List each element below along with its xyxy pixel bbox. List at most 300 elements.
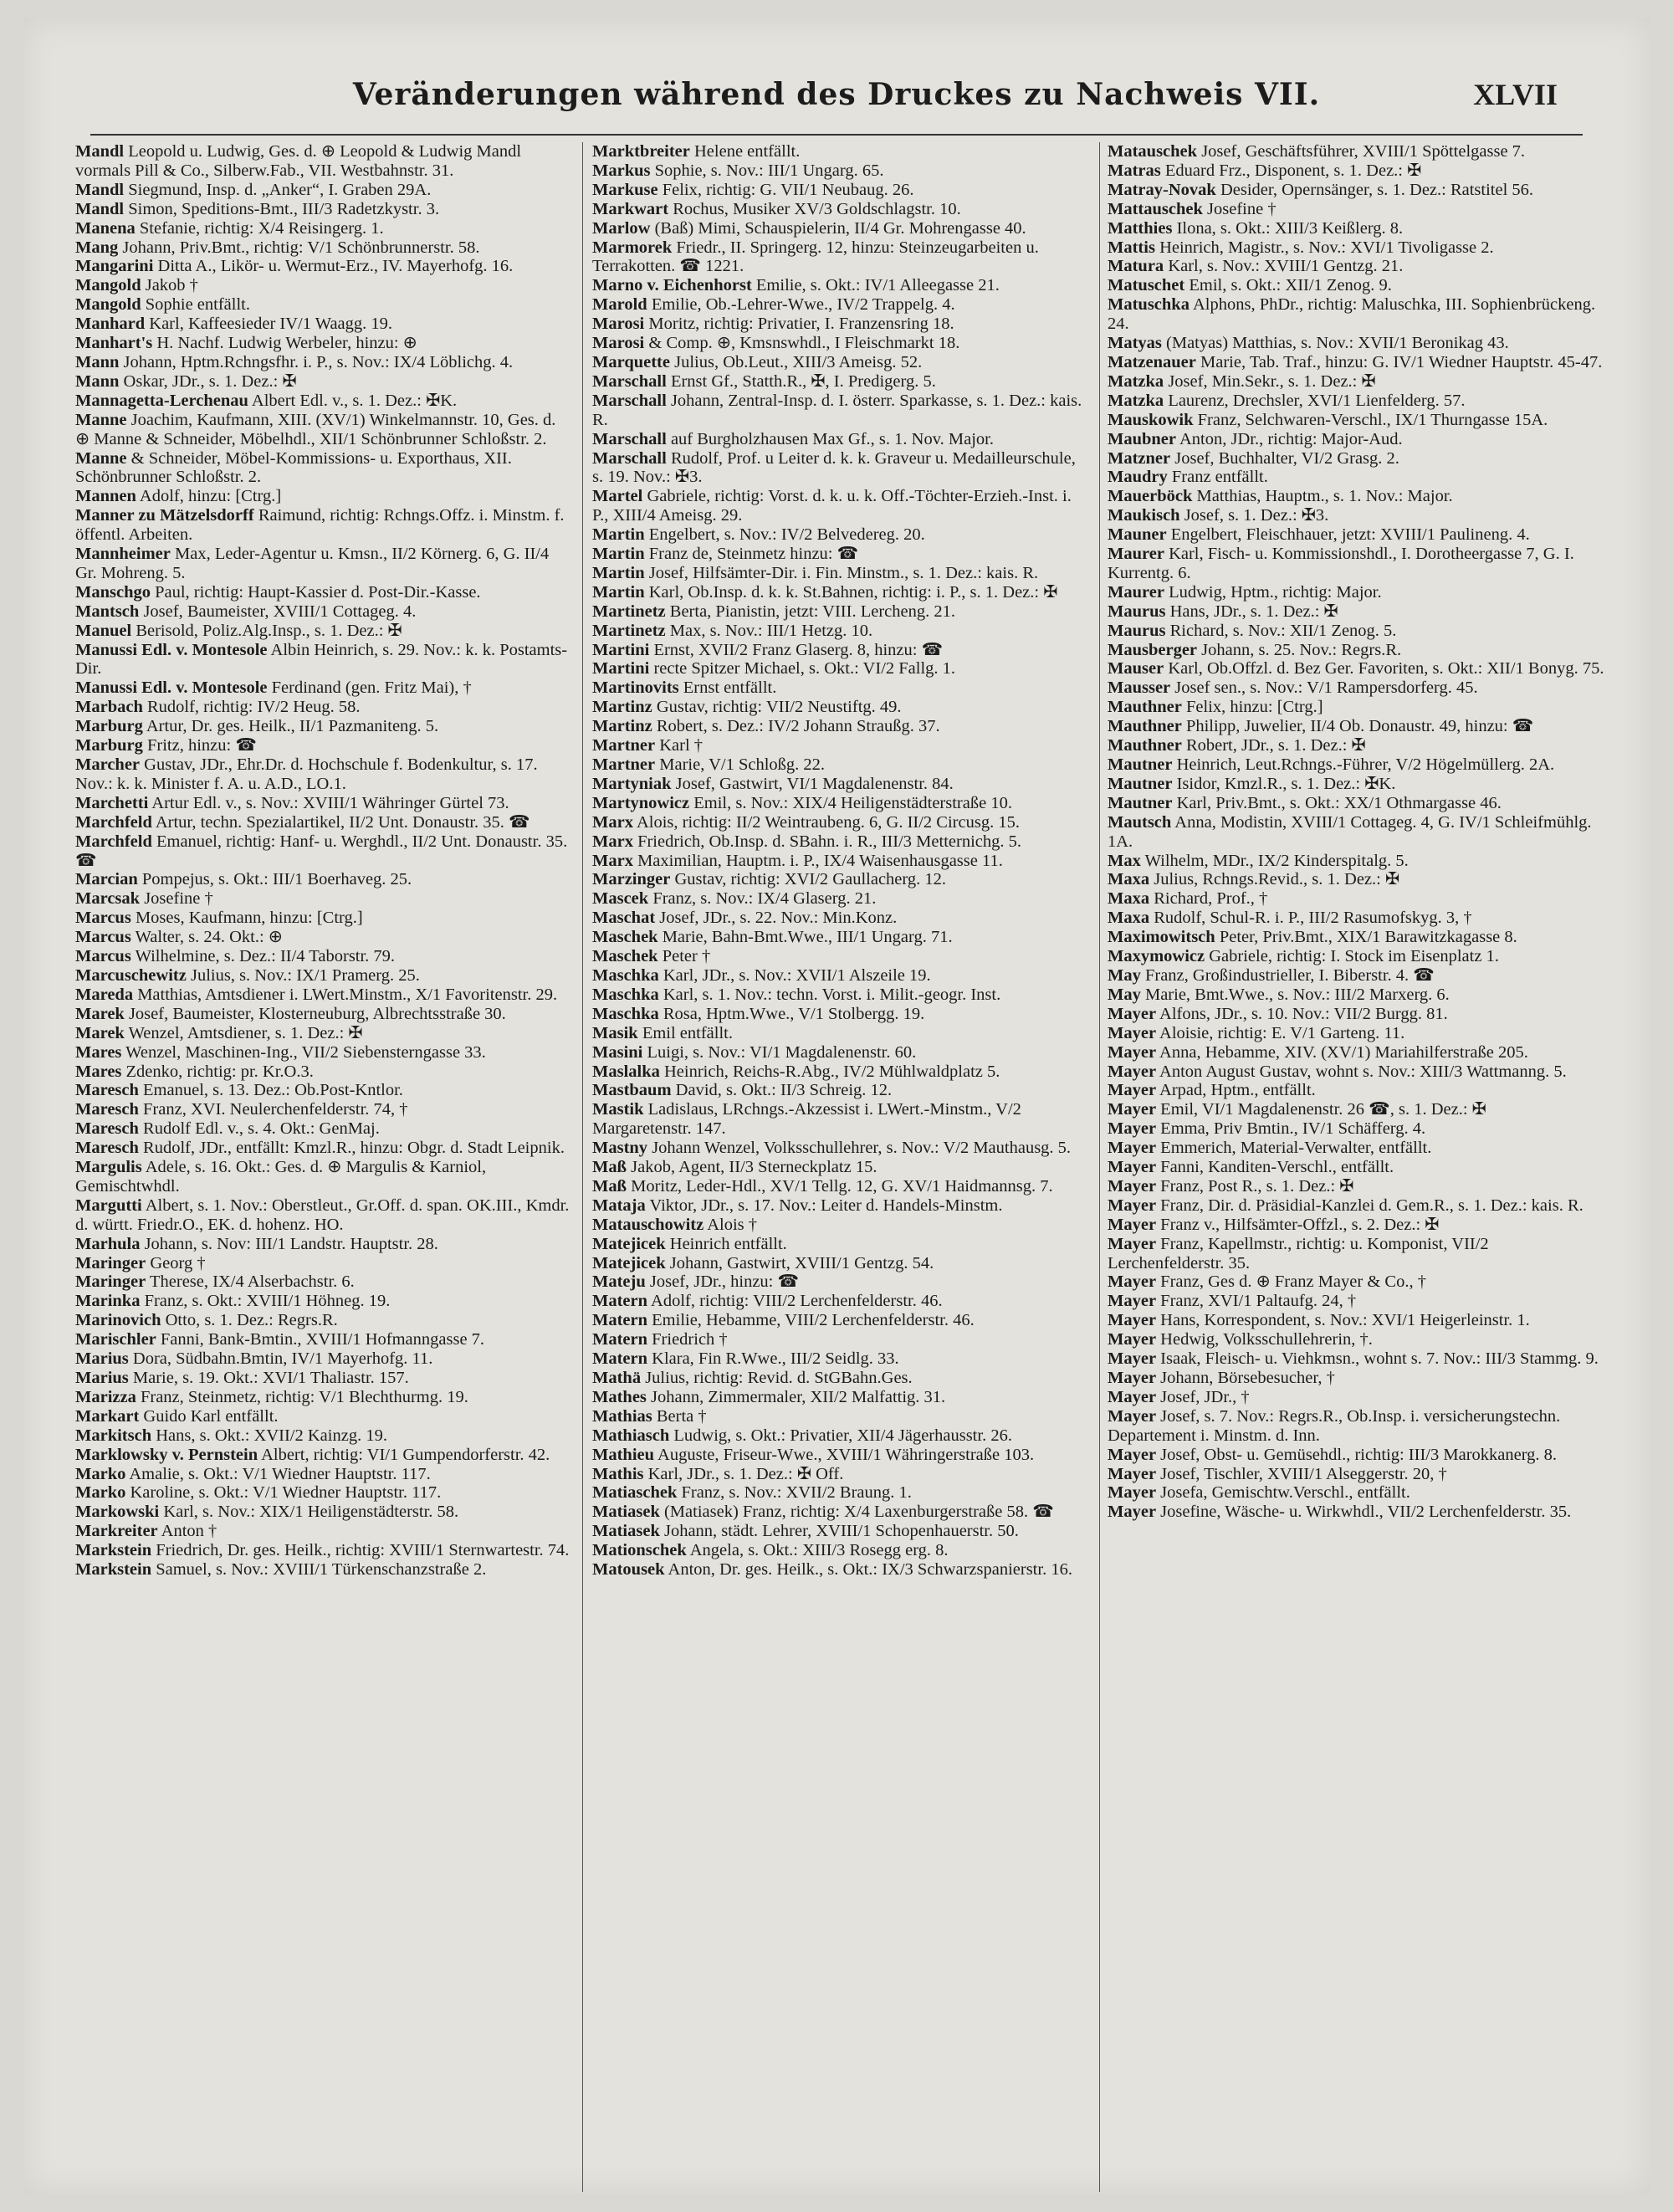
directory-entry [592,1100,1089,1139]
directory-entry [75,1465,572,1484]
entry-name: Marchetti [75,793,149,812]
entry-name: Maurer [1108,545,1164,564]
directory-entry [1108,813,1604,852]
directory-entry [592,449,1089,488]
entry-name: Max [1108,851,1141,870]
directory-entry [592,1196,1089,1216]
entry-name: Marburg [75,717,143,736]
entry-name: Martner [592,755,656,774]
directory-entry [592,545,1089,564]
entry-name: Maringer [75,1253,146,1272]
entry-name: Maß [592,1176,627,1196]
entry-name: Matauschowitz [592,1215,704,1234]
entry-name: Martner [592,736,656,755]
entry-name: Mayer [1108,1176,1157,1196]
directory-entry [75,1483,572,1503]
entry-detail: Moses, Kaufmann, hinzu: [Ctrg.] [130,909,363,928]
entry-name: Matiasek [592,1503,660,1522]
directory-entry [75,487,572,506]
entry-name: Mangold [75,276,141,295]
entry-name: Marschall [592,391,667,410]
directory-entry [592,295,1089,315]
directory-entry [592,870,1089,889]
directory-entry [75,295,572,315]
entry-detail: Angela, s. Okt.: XIII/3 Rosegg erg. 8. [686,1541,949,1560]
entry-detail: Maximilian, Hauptm. i. P., IX/4 Waisenhausgasse 11. [632,851,1003,870]
directory-entry [592,1043,1089,1062]
directory-entry [1108,142,1604,161]
directory-entry [75,813,572,832]
entry-detail: Franz de, Steinmetz hinzu: ☎ [644,545,859,564]
entry-detail: Franz, Post R., s. 1. Dez.: ✠ [1156,1176,1354,1196]
entry-name: Masik [592,1023,638,1042]
entry-detail: Paul, richtig: Haupt-Kassier d. Post-Dir.-Kasse. [150,582,481,602]
entry-detail: Siegmund, Insp. d. „Anker“, I. Graben 29A. [124,180,432,199]
entry-name: Marcuschewitz [75,965,187,985]
directory-entry [1108,928,1604,947]
entry-name: Marlow [592,218,651,238]
entry-detail: Hans, JDr., s. 1. Dez.: ✠ [1165,602,1338,621]
entry-detail: Heinrich, Leut.Rchngs.-Führer, V/2 Högelmüllerg. 2A. [1172,755,1555,774]
entry-detail: Rudolf, richtig: IV/2 Heug. 58. [142,698,361,717]
entry-name: Margutti [75,1196,142,1215]
entry-name: Matthies [1108,218,1173,238]
directory-entry [1108,1216,1604,1235]
entry-detail: Richard, s. Nov.: XII/1 Zenog. 5. [1165,621,1397,640]
entry-name: Mayer [1108,1406,1157,1426]
entry-detail: Marie, Bahn-Bmt.Wwe., III/1 Ungarg. 71. [657,928,953,947]
entry-name: Mausser [1108,678,1171,698]
entry-detail: Karl, Kaffeesieder IV/1 Waagg. 19. [145,315,393,334]
entry-detail: Sophie, s. Nov.: III/1 Ungarg. 65. [650,161,884,180]
entry-detail: Ernst entfällt. [678,678,777,698]
directory-entry [75,1062,572,1082]
entry-detail: auf Burgholzhausen Max Gf., s. 1. Nov. Major. [666,429,994,448]
directory-entry [592,1081,1089,1100]
entry-detail: Artur, Dr. ges. Heilk., II/1 Pazmaniteng. 5. [142,717,439,736]
directory-entry [1108,334,1604,353]
entry-name: Mausberger [1108,640,1198,659]
directory-entry [592,238,1089,277]
directory-entry [592,219,1089,238]
entry-name: Mayer [1108,1445,1157,1464]
entry-name: Markowski [75,1503,160,1522]
entry-detail: Matthias, Hauptm., s. 1. Nov.: Major. [1192,487,1453,506]
entry-detail: Karoline, s. Okt.: V/1 Wiedner Hauptstr. 117. [125,1483,442,1503]
entry-detail: Adolf, richtig: VIII/2 Lerchenfelderstr. 46. [647,1292,943,1311]
directory-entry [75,1254,572,1273]
directory-entry [592,142,1089,161]
entry-detail: Franz v., Hilfsämter-Offzl., s. 2. Dez.: ✠ [1156,1215,1440,1234]
entry-name: Marburg [75,736,143,755]
directory-entry [1108,411,1604,430]
entry-name: Mares [75,1042,122,1062]
entry-name: Matzka [1108,391,1164,410]
entry-name: Martinetz [592,621,666,640]
entry-name: Mannheimer [75,545,171,564]
entry-name: Maxa [1108,889,1150,909]
entry-name: Matras [1108,161,1161,180]
entry-name: Mauner [1108,525,1167,545]
entry-name: Marcher [75,755,141,774]
entry-detail: Felix, hinzu: [Ctrg.] [1181,698,1323,717]
entry-detail: Anton, Dr. ges. Heilk., s. Okt.: IX/3 Schwarzspanierstr. 16. [664,1560,1072,1580]
directory-entry [1108,794,1604,813]
directory-entry [592,1426,1089,1446]
entry-name: Mayer [1108,1081,1157,1100]
entry-detail: Friedr., II. Springerg. 12, hinzu: Steinzeugarbeiten u. Terrakotten. ☎ 1221. [592,238,1039,276]
directory-entry [592,1349,1089,1369]
entry-detail: Jakob, Agent, II/3 Sterneckplatz 15. [627,1158,877,1177]
entry-name: Mateju [592,1272,646,1292]
entry-name: Mataja [592,1196,646,1215]
entry-detail: Wilhelmine, s. Dez.: II/4 Taborstr. 79. [130,947,396,966]
directory-entry [1108,698,1604,717]
entry-detail: Rudolf, JDr., entfällt: Kmzl.R., hinzu: Obgr. d. Stadt Leipnik. [138,1139,565,1158]
entry-detail: Karl, s. 1. Nov.: techn. Vorst. i. Milit.-geogr. Inst. [658,985,1001,1004]
directory-entry [1108,276,1604,295]
entry-name: Martini [592,659,650,678]
entry-name: Markwart [592,199,669,218]
directory-entry [1108,181,1604,200]
entry-detail: Gustav, richtig: XVI/2 Gaullacherg. 12. [670,870,946,889]
directory-entry [75,1005,572,1024]
entry-detail: Karl, s. Nov.: XIX/1 Heiligenstädterstr. 58. [159,1503,459,1522]
directory-entry [1108,1465,1604,1484]
entry-detail: Johann, Börsebesucher, † [1156,1369,1335,1387]
entry-name: Marzinger [592,870,671,889]
entry-detail: Matthias, Amtsdiener i. LWert.Minstm., X/1 Favoritenstr. 29. [133,985,558,1004]
directory-entry [75,717,572,736]
entry-detail: Emma, Priv Bmtin., IV/1 Schäfferg. 4. [1156,1119,1426,1139]
entry-detail: Hans, Korrespondent, s. Nov.: XVI/1 Heigerleinstr. 1. [1156,1311,1530,1330]
directory-entry [75,1407,572,1426]
directory-entry [1108,372,1604,392]
entry-name: Marktbreiter [592,142,690,161]
entry-name: Markuse [592,180,658,199]
entry-detail: Franz, s. Nov.: IX/4 Glaserg. 21. [648,889,877,909]
entry-detail: Wilhelm, MDr., IX/2 Kinderspitalg. 5. [1140,851,1409,870]
directory-entry [592,698,1089,717]
directory-entry [1108,986,1604,1005]
entry-name: Matyas [1108,334,1162,353]
entry-detail: Julius, Rchngs.Revid., s. 1. Dez.: ✠ [1149,870,1400,889]
entry-name: Martinz [592,698,652,717]
directory-entry [1108,1272,1604,1292]
entry-detail: Amalie, s. Okt.: V/1 Wiedner Hauptstr. 117. [125,1464,431,1483]
entry-detail: Franz, XVI. Neulerchenfelderstr. 74, † [138,1100,408,1119]
directory-entry [592,1560,1089,1580]
directory-entry [75,200,572,219]
entry-detail: Heinrich entfällt. [665,1234,787,1253]
directory-entry [75,1330,572,1349]
entry-detail: Berta † [652,1406,707,1426]
directory-entry [1108,947,1604,966]
entry-name: Maschek [592,947,658,966]
entry-name: Mangarini [75,257,154,276]
entry-detail: Alphons, PhDr., richtig: Maluschka, III. Sophienbrückeng. 24. [1108,295,1596,334]
entry-name: Marquette [592,352,670,371]
directory-entry [1108,1043,1604,1062]
entry-detail: Isidor, Kmzl.R., s. 1. Dez.: ✠K. [1172,774,1396,793]
entry-name: Mayer [1108,1483,1157,1503]
entry-name: Marius [75,1369,129,1387]
column-divider [1099,142,1100,2192]
entry-name: Martyniak [592,774,672,793]
entry-name: Markstein [75,1560,152,1580]
directory-entry [592,1177,1089,1196]
entry-name: Markus [592,161,651,180]
entry-detail: Josef, Min.Sekr., s. 1. Dez.: ✠ [1164,371,1376,391]
entry-name: Marosi [592,315,645,334]
directory-entry [75,1349,572,1369]
directory-entry [592,525,1089,545]
directory-entry [592,947,1089,966]
directory-entry [592,1483,1089,1503]
entry-name: Marizza [75,1387,136,1406]
entry-detail: Ilona, s. Okt.: XIII/3 Keißlerg. 8. [1172,218,1404,238]
directory-entry [1108,1349,1604,1369]
entry-name: Marhula [75,1234,141,1253]
entry-name: Mannagetta-Lerchenau [75,391,248,410]
directory-entry [75,641,572,679]
entry-detail: Fanni, Kanditen-Verschl., entfällt. [1156,1158,1394,1177]
directory-entry [592,1503,1089,1522]
entry-name: Mauthner [1108,698,1182,717]
entry-name: Mastny [592,1139,648,1158]
directory-entry [592,372,1089,392]
entry-detail: Peter † [657,947,711,966]
entry-detail: Johann, Zentral-Insp. d. I. österr. Sparkasse, s. 1. Dez.: kais. R. [592,391,1082,429]
entry-name: Marinovich [75,1311,161,1330]
directory-entry [592,813,1089,832]
directory-entry [592,276,1089,295]
entry-detail: Rosa, Hptm.Wwe., V/1 Stolbergg. 19. [658,1004,925,1023]
entry-name: Marold [592,295,647,315]
entry-detail: Samuel, s. Nov.: XVIII/1 Türkenschanzstraße 2. [151,1560,487,1580]
entry-detail: Raimund, richtig: Rchngs.Offz. i. Minstm. f. öffentl. Arbeiten. [75,506,565,545]
entry-name: Mayer [1108,1234,1157,1253]
directory-entry [75,1024,572,1043]
entry-name: Matern [592,1292,648,1311]
entry-name: Mathiasch [592,1426,670,1445]
entry-detail: Josef, JDr., hinzu: ☎ [645,1272,800,1292]
directory-entry [1108,602,1604,622]
entry-detail: Josefa, Gemischtw.Verschl., entfällt. [1156,1483,1410,1503]
directory-entry [75,257,572,276]
entry-detail: Max, s. Nov.: III/1 Hetzg. 10. [665,621,873,640]
entry-name: Mattis [1108,238,1155,257]
entry-name: Mayer [1108,1062,1157,1081]
entry-detail: Anton, JDr., richtig: Major-Aud. [1176,429,1403,448]
entry-name: Maxa [1108,909,1150,928]
directory-entry [1108,257,1604,276]
directory-entry [592,334,1089,353]
entry-name: Markart [75,1406,140,1426]
directory-entry [1108,161,1604,181]
entry-name: Marcsak [75,889,141,909]
entry-detail: Luigi, s. Nov.: VI/1 Magdalenenstr. 60. [642,1042,917,1062]
entry-name: Marischler [75,1330,156,1349]
entry-name: Maresch [75,1081,139,1100]
entry-detail: Gustav, JDr., Ehr.Dr. d. Hochschule f. Bodenkultur, s. 17. Nov.: k. k. Minister f. A. u. A.D., LO.1. [75,755,538,793]
directory-entry [1108,353,1604,372]
entry-name: Maudry [1108,468,1168,487]
directory-entry [75,678,572,698]
directory-entry [75,1235,572,1254]
directory-entry [1108,1100,1604,1119]
directory-entry [592,1272,1089,1292]
entry-name: Matiaschek [592,1483,678,1503]
entry-detail: Josef sen., s. Nov.: V/1 Rampersdorferg. 45. [1170,678,1478,698]
directory-entry [592,1465,1089,1484]
entry-detail: Sophie entfällt. [141,295,250,315]
entry-detail: Anton August Gustav, wohnt s. Nov.: XIII/3 Wattmanng. 5. [1156,1062,1567,1081]
entry-detail: Ditta A., Likör- u. Wermut-Erz., IV. Mayerhofg. 16. [153,257,514,276]
entry-detail: Engelbert, Fleischhauer, jetzt: XVIII/1 Paulineng. 4. [1166,525,1530,545]
entry-detail: Berisold, Poliz.Alg.Insp., s. 1. Dez.: ✠ [131,621,402,640]
entry-detail: Franz, XVI/1 Paltaufg. 24, † [1156,1292,1357,1311]
entry-name: Matzenauer [1108,352,1196,371]
entry-name: Markstein [75,1541,152,1560]
entry-detail: Franz, Selchwaren-Verschl., IX/1 Thurngasse 15A. [1193,410,1548,429]
directory-entry [592,832,1089,852]
entry-detail: Arpad, Hptm., entfällt. [1156,1081,1316,1100]
entry-name: Mang [75,238,119,257]
entry-name: Marno v. Eichenhorst [592,276,752,295]
directory-entry [1108,736,1604,755]
entry-name: Maschka [592,1004,659,1023]
directory-entry [75,353,572,372]
entry-detail: Johann, s. Nov: III/1 Landstr. Hauptstr. 28. [140,1234,438,1253]
entry-name: Martynowicz [592,793,690,812]
entry-detail: Josef, JDr., † [1156,1387,1250,1406]
entry-name: Mauthner [1108,736,1182,755]
entry-name: Maschka [592,985,659,1004]
entry-detail: Robert, JDr., s. 1. Dez.: ✠ [1181,736,1366,755]
entry-name: Manne [75,448,127,468]
entry-name: Maxymowicz [1108,947,1205,966]
directory-entry [75,622,572,641]
entry-name: Mann [75,352,120,371]
directory-entry [1108,1388,1604,1407]
directory-entry [75,870,572,889]
entry-name: Maurus [1108,621,1166,640]
directory-entry [75,602,572,622]
entry-detail: Anton † [157,1522,217,1541]
directory-column-1 [75,142,572,1580]
entry-detail: Josef, Buchhalter, VI/2 Grasg. 2. [1170,448,1399,468]
entry-name: Mayer [1108,1503,1157,1522]
directory-entry [1108,1158,1604,1177]
directory-entry [1108,678,1604,698]
entry-name: Mayer [1108,1292,1157,1311]
entry-name: Mannen [75,487,136,506]
directory-entry [1108,641,1604,660]
entry-detail: Friedrich † [647,1330,728,1349]
entry-detail: Engelbert, s. Nov.: IV/2 Belvedereg. 20. [644,525,925,545]
entry-name: Marek [75,1004,125,1023]
entry-name: Mastik [592,1100,644,1119]
directory-entry [592,1216,1089,1235]
entry-name: Maschka [592,965,659,985]
entry-name: Martel [592,487,643,506]
page-title: Veränderungen während des Druckes zu Nachweis VII. [352,77,1321,112]
entry-name: Mareda [75,985,134,1004]
entry-detail: Albert, s. 1. Nov.: Oberstleut., Gr.Off. d. span. OK.III., Kmdr. d. württ. Friedr.O., EK. d. hohenz. HO. [75,1196,570,1234]
entry-detail: Peter, Priv.Bmt., XIX/1 Barawitzkagasse 8. [1215,928,1517,947]
directory-entry [75,966,572,986]
directory-entry [592,717,1089,736]
entry-detail: Aloisie, richtig: E. V/1 Garteng. 11. [1156,1023,1405,1042]
entry-detail: Marie, V/1 Schloßg. 22. [655,755,826,774]
entry-name: Mascek [592,889,649,909]
entry-detail: Emil, s. Nov.: XIX/4 Heiligenstädterstraße 10. [689,793,1012,812]
entry-name: Mayer [1108,1100,1157,1119]
entry-detail: Eduard Frz., Disponent, s. 1. Dez.: ✠ [1160,161,1422,180]
entry-detail: Anna, Modistin, XVIII/1 Cottageg. 4, G. IV/1 Schleifmühlg. 1A. [1108,812,1592,851]
directory-entry [75,794,572,813]
directory-entry [1108,449,1604,469]
directory-entry [1108,717,1604,736]
directory-entry [75,1292,572,1311]
entry-name: Mayer [1108,1464,1157,1483]
entry-name: Mayer [1108,1004,1157,1023]
entry-detail: Johann, Hptm.Rchngsfhr. i. P., s. Nov.: IX/4 Löblichg. 4. [119,352,514,371]
entry-name: Mattauschek [1108,199,1203,218]
directory-entry [75,1272,572,1292]
entry-detail: (Baß) Mimi, Schauspielerin, II/4 Gr. Mohrengasse 40. [650,218,1026,238]
entry-name: Matiasek [592,1522,660,1541]
entry-detail: Simon, Speditions-Bmt., III/3 Radetzkystr. 3. [124,199,440,218]
entry-name: Matzner [1108,448,1171,468]
entry-detail: Joachim, Kaufmann, XIII. (XV/1) Winkelmannstr. 10, Ges. d. ⊕ Manne & Schneider, Möbelhdl., XII/1 Schönbrunner Schloßstr. 2. [75,410,556,448]
entry-name: Mandl [75,199,125,218]
entry-detail: David, s. Okt.: II/3 Schreig. 12. [671,1081,893,1100]
directory-entry [1108,1369,1604,1388]
directory-entry [592,986,1089,1005]
entry-detail: (Matiasek) Franz, richtig: X/4 Laxenburgerstraße 58. ☎ [659,1503,1054,1522]
entry-detail: Richard, Prof., † [1149,889,1268,909]
entry-detail: Karl, Fisch- u. Kommissionshdl., I. Dorotheergasse 7, G. I. Kurrentg. 6. [1108,545,1574,582]
directory-entry [592,1407,1089,1426]
entry-detail: Albert, richtig: VI/1 Gumpendorferstr. 42. [258,1445,550,1464]
directory-entry [75,1388,572,1407]
entry-name: Markreiter [75,1522,158,1541]
entry-name: Maschat [592,909,656,928]
directory-entry [592,602,1089,622]
entry-detail: recte Spitzer Michael, s. Okt.: VI/2 Fallg. 1. [649,659,956,678]
directory-entry [75,449,572,488]
entry-detail: & Comp. ⊕, Kmsnswhdl., I Fleischmarkt 18. [644,334,960,353]
entry-name: Manner zu Mätzelsdorff [75,506,254,525]
entry-detail: (Matyas) Matthias, s. Nov.: XVII/1 Beronikag 43. [1161,334,1509,353]
directory-entry [592,583,1089,602]
directory-entry [75,238,572,258]
directory-entry [592,181,1089,200]
entry-detail: Moritz, Leder-Hdl., XV/1 Tellg. 12, G. XV/1 Haidmannsg. 7. [627,1176,1053,1196]
entry-name: Mayer [1108,1272,1157,1292]
entry-detail: Johann Wenzel, Volksschullehrer, s. Nov.: V/2 Mauthausg. 5. [647,1139,1072,1158]
entry-detail: Robert, s. Dez.: IV/2 Johann Straußg. 37. [652,717,940,736]
entry-detail: Franz, Ges d. ⊕ Franz Mayer & Co., † [1156,1272,1426,1292]
entry-name: Martinetz [592,602,666,621]
entry-name: Mayer [1108,1215,1157,1234]
directory-entry [592,161,1089,181]
entry-name: Manschgo [75,582,151,602]
entry-detail: Emilie, s. Okt.: IV/1 Alleegasse 21. [751,276,1000,295]
entry-detail: Karl, s. Nov.: XVIII/1 Gentzg. 21. [1164,257,1404,276]
